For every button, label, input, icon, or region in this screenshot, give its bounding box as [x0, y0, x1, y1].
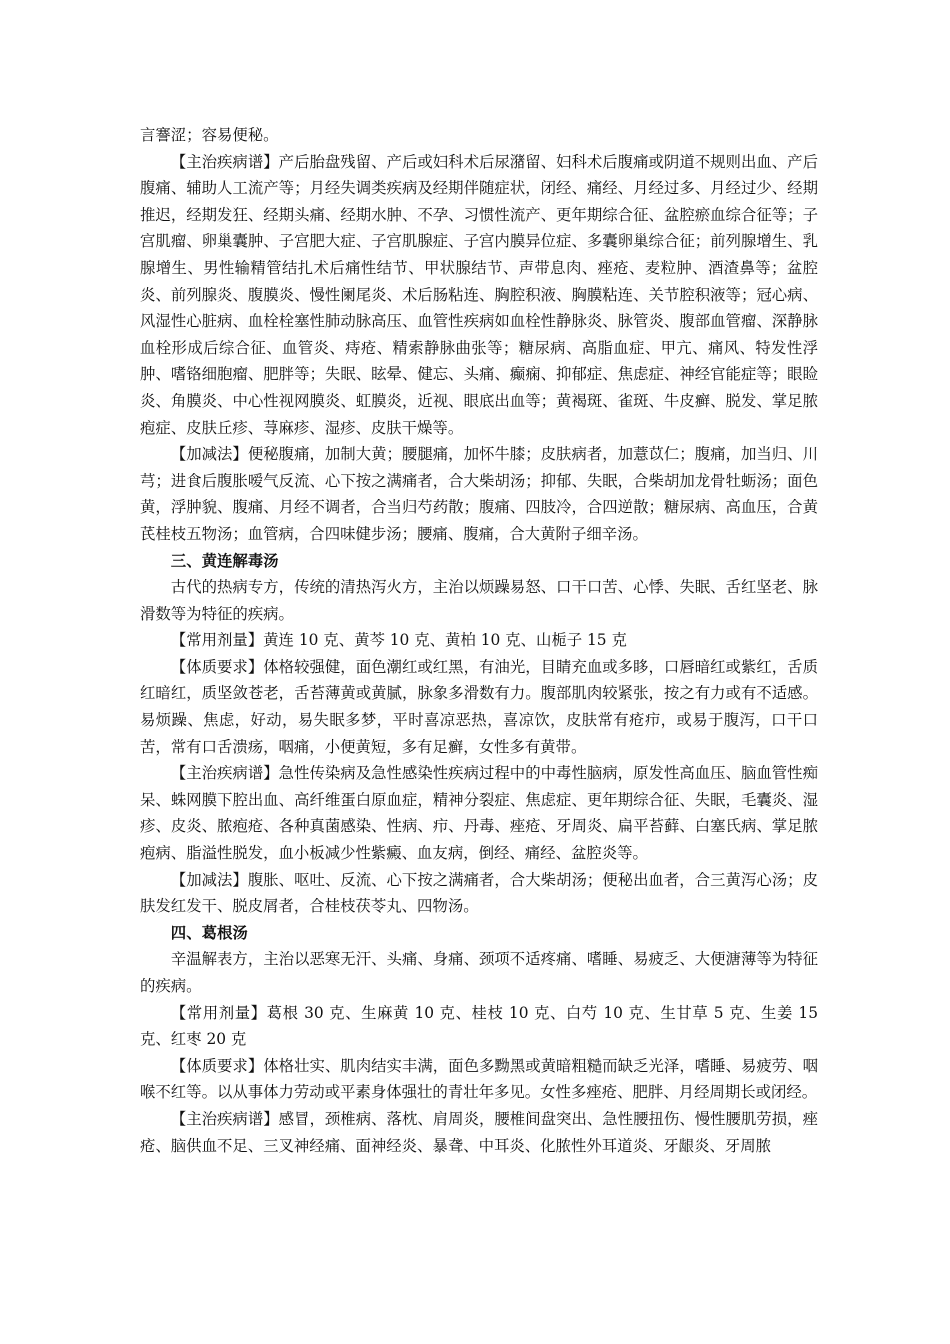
paragraph-text: 体格较强健，面色潮红或红黑，有油光，目睛充血或多眵，口唇暗红或紫红，舌质红暗红，质坚敛苍老，舌苔薄黄或黄腻，脉象多滑数有力。腹部肌肉较紧张，按之有力或有不适感。易烦躁、焦虑，好动，易失眠多梦，平时喜凉恶热，喜凉饮，皮肤常有疮疖，或易于腹泻，口干口苦，常有口舌溃疡，咽痛，小便黄短，多有足癣，女性多有黄带。	[140, 657, 818, 756]
section-label: 【体质要求】	[170, 657, 264, 676]
paragraph-text: 辛温解表方，主治以恶寒无汗、头痛、身痛、颈项不适疼痛、嗜睡、易疲乏、大便溏薄等为特征的疾病。	[140, 950, 818, 995]
paragraph-text: 产后胎盘残留、产后或妇科术后尿潴留、妇科术后腹痛或阴道不规则出血、产后腹痛、辅助人工流产等；月经失调类疾病及经期伴随症状，闭经、痛经、月经过多、月经过少、经期推迟，经期发狂、经期头痛、经期水肿、不孕、习惯性流产、更年期综合征、盆腔瘀血综合征等；子宫肌瘤、卵巢囊肿、子宫肥大症、子宫肌腺症、子宫内膜异位症、多囊卵巢综合征；前列腺增生、乳腺增生、男性输精管结扎术后痛性结节、甲状腺结节、声带息肉、痤疮、麦粒肿、酒渣鼻等；盆腔炎、前列腺炎、腹膜炎、慢性阑尾炎、术后肠粘连、胸腔积液、胸膜粘连、关节腔积液等；冠心病、风湿性心脏病、血栓栓塞性肺动脉高压、血管性疾病如血栓性静脉炎、脉管炎、腹部血管瘤、深静脉血栓形成后综合征、血管炎、痔疮、精索静脉曲张等；糖尿病、高脂血症、甲亢、痛风、特发性浮肿、嗜铬细胞瘤、肥胖等；失眠、眩晕、健忘、头痛、癫痫、抑郁症、焦虑症、神经官能症等；眼睑炎、角膜炎、中心性视网膜炎、虹膜炎，近视、眼底出血等；黄褐斑、雀斑、牛皮癣、脱发、掌足脓疱症、皮肤丘疹、荨麻疹、湿疹、皮肤干燥等。	[140, 152, 818, 437]
paragraph-modifications	[140, 441, 818, 547]
paragraph-text: 言謇涩；容易便秘。	[140, 126, 279, 144]
paragraph-disease-spectrum	[140, 760, 818, 866]
paragraph-dosage	[140, 1000, 818, 1053]
paragraph-text: 便秘腹痛，加制大黄；腰腿痛，加怀牛膝；皮肤病者，加薏苡仁；腹痛，加当归、川芎；进食后腹胀嗳气反流、心下按之满痛者，合大柴胡汤；抑郁、失眠，合柴胡加龙骨牡蛎汤；面色黄，浮肿貌、腹痛、月经不调者，合当归芍药散；腹痛、四肢冷，合四逆散；糖尿病、高血压，合黄芪桂枝五物汤；血管病，合四味健步汤；腰痛、腹痛，合大黄附子细辛汤。	[140, 445, 818, 543]
section-label: 【主治疾病谱】	[170, 152, 279, 171]
section-label: 【加减法】	[170, 445, 248, 464]
section-label: 【常用剂量】	[170, 631, 264, 650]
paragraph-dosage	[140, 627, 818, 654]
paragraph-constitution	[140, 654, 818, 760]
paragraph-text: 感冒，颈椎病、落枕、肩周炎，腰椎间盘突出、急性腰扭伤、慢性腰肌劳损，痤疮、脑供血不足、三叉神经痛、面神经炎、暴聋、中耳炎、化脓性外耳道炎、牙龈炎、牙周脓	[140, 1109, 818, 1155]
paragraph-continuation	[140, 122, 818, 149]
section-label: 【主治疾病谱】	[170, 764, 279, 783]
paragraph-modifications	[140, 867, 818, 920]
paragraph-text: 黄连 10 克、黄芩 10 克、黄柏 10 克、山栀子 15 克	[263, 631, 627, 650]
paragraph-text: 葛根 30 克、生麻黄 10 克、桂枝 10 克、白芍 10 克、生甘草 5 克、生姜 15 克、红枣 20 克	[140, 1003, 818, 1049]
section-label: 【体质要求】	[170, 1056, 264, 1075]
paragraph-intro	[140, 574, 818, 627]
paragraph-text: 体格壮实、肌肉结实丰满，面色多黝黑或黄暗粗糙而缺乏光泽，嗜睡、易疲劳、咽喉不红等。以从事体力劳动或平素身体强壮的青壮年多见。女性多痤疮、肥胖、月经周期长或闭经。	[140, 1056, 818, 1102]
paragraph-text: 古代的热病专方，传统的清热泻火方，主治以烦躁易怒、口干口苦、心悸、失眠、舌红坚老、脉滑数等为特征的疾病。	[140, 578, 818, 623]
section-label: 【加减法】	[170, 870, 248, 889]
paragraph-intro	[140, 946, 818, 999]
paragraph-text: 腹胀、呕吐、反流、心下按之满痛者，合大柴胡汤；便秘出血者，合三黄泻心汤；皮肤发红发干、脱皮屑者，合桂枝茯苓丸、四物汤。	[140, 870, 818, 916]
paragraph-disease-spectrum	[140, 1106, 818, 1159]
section-heading: 三、黄连解毒汤	[170, 551, 279, 570]
paragraph-disease-spectrum	[140, 149, 818, 442]
paragraph-constitution	[140, 1053, 818, 1106]
section-label: 【主治疾病谱】	[170, 1109, 279, 1128]
section-heading: 四、葛根汤	[170, 923, 248, 942]
paragraph-text: 急性传染病及急性感染性疾病过程中的中毒性脑病，原发性高血压、脑血管性痴呆、蛛网膜下腔出血、高纤维蛋白原血症，精神分裂症、焦虑症、更年期综合征、失眠，毛囊炎、湿疹、皮炎、脓疱疮、各种真菌感染、性病、疖、丹毒、痤疮、牙周炎、扁平苔藓、白塞氏病、掌足脓疱病、脂溢性脱发，血小板减少性紫癜、血友病，倒经、痛经、盆腔炎等。	[140, 764, 818, 863]
section-label: 【常用剂量】	[170, 1003, 267, 1022]
